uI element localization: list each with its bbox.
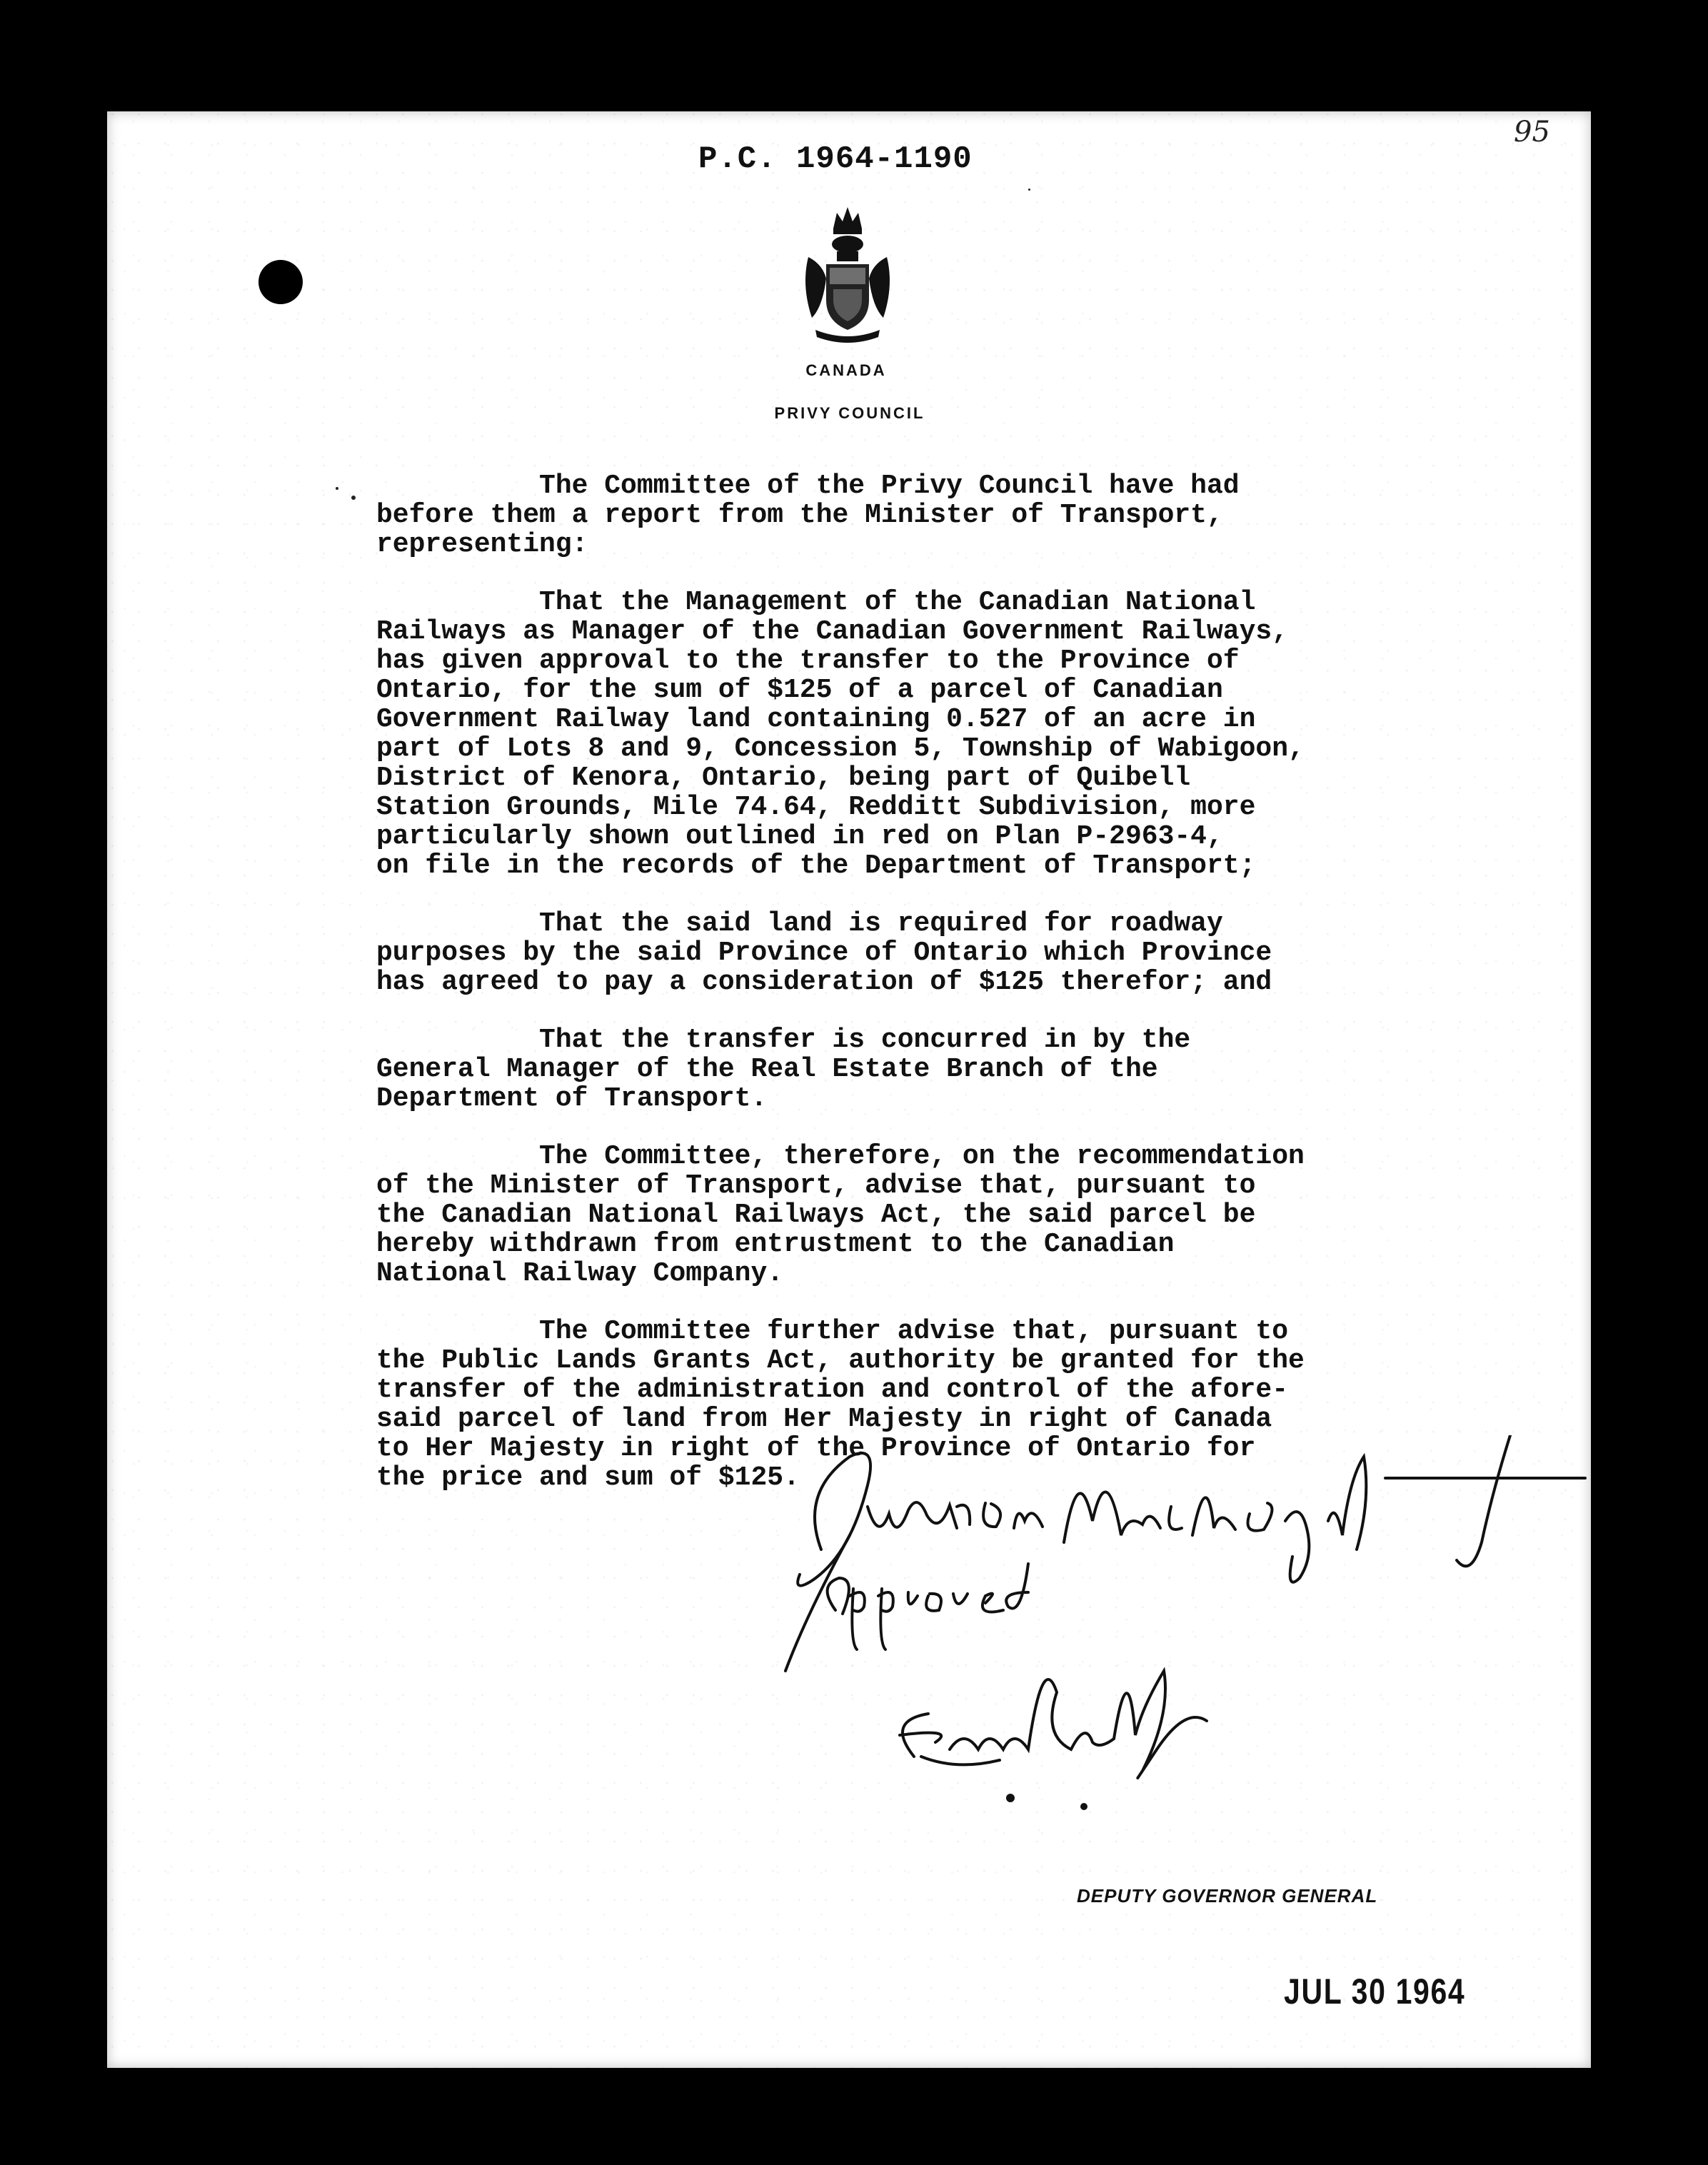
punch-hole xyxy=(258,260,303,304)
text-line: District of Kenora, Ontario, being part of Quibell xyxy=(376,763,1191,793)
text-line: National Railway Company. xyxy=(376,1258,784,1289)
deputy-signature xyxy=(900,1671,1207,1778)
text-line: part of Lots 8 and 9, Concession 5, Township of Wabigoon, xyxy=(376,733,1305,764)
text-line: particularly shown outlined in red on Plan P-2963-4, xyxy=(376,821,1223,852)
body-paragraph xyxy=(376,588,1476,880)
text-line: Government Railway land containing 0.527 of an acre in xyxy=(376,704,1256,735)
text-line: the Canadian National Railways Act, the said parcel be xyxy=(376,1200,1256,1230)
scan-speck xyxy=(351,496,356,500)
text-line: That the said land is required for roadway xyxy=(376,908,1223,939)
text-line: That the Management of the Canadian National xyxy=(376,587,1256,618)
document-body xyxy=(376,471,1476,1521)
scan-speck xyxy=(1028,189,1030,191)
date-stamp: JUL 30 1964 xyxy=(1284,1971,1466,2011)
scan-speck xyxy=(336,487,338,490)
text-line: That the transfer is concurred in by the xyxy=(376,1025,1191,1055)
text-line: has agreed to pay a consideration of $125 therefor; and xyxy=(376,967,1272,998)
text-line: the price and sum of $125. xyxy=(376,1462,800,1493)
body-paragraph xyxy=(376,471,1476,559)
text-line: on file in the records of the Department of Transport; xyxy=(376,850,1256,881)
text-line: has given approval to the transfer to the Province of xyxy=(376,646,1240,676)
body-paragraph xyxy=(376,1142,1476,1288)
order-in-council-number: P.C. 1964-1190 xyxy=(698,141,973,177)
country-label: CANADA xyxy=(805,361,887,379)
text-line: The Committee, therefore, on the recommendation xyxy=(376,1141,1305,1172)
council-label: PRIVY COUNCIL xyxy=(774,404,925,422)
text-line: before them a report from the Minister of Transport, xyxy=(376,500,1223,531)
body-paragraph xyxy=(376,909,1476,997)
text-line: Railways as Manager of the Canadian Government Railways, xyxy=(376,616,1289,647)
canada-coat-of-arms-icon xyxy=(794,200,901,343)
text-line: purposes by the said Province of Ontario which Province xyxy=(376,938,1272,968)
signatory-title: DEPUTY GOVERNOR GENERAL xyxy=(1077,1885,1378,1907)
signature-block xyxy=(743,1435,1614,1864)
text-line: hereby withdrawn from entrustment to the Canadian xyxy=(376,1229,1175,1260)
text-line: Station Grounds, Mile 74.64, Redditt Subdivision, more xyxy=(376,792,1256,823)
text-line: the Public Lands Grants Act, authority be granted for the xyxy=(376,1345,1305,1376)
text-line: The Committee of the Privy Council have had xyxy=(376,471,1240,501)
approval-note xyxy=(828,1564,1028,1649)
text-line: transfer of the administration and control of the afore- xyxy=(376,1375,1289,1405)
text-line: said parcel of land from Her Majesty in right of Canada xyxy=(376,1404,1272,1435)
text-line: representing: xyxy=(376,529,588,560)
page-number: 95 xyxy=(1514,116,1550,149)
text-line: to Her Majesty in right of the Province of Ontario for xyxy=(376,1433,1256,1464)
text-line: General Manager of the Real Estate Branch of the xyxy=(376,1054,1158,1085)
text-line: Department of Transport. xyxy=(376,1083,768,1114)
text-line: of the Minister of Transport, advise that, pursuant to xyxy=(376,1170,1256,1201)
clerk-signature xyxy=(798,1435,1585,1586)
body-paragraph xyxy=(376,1025,1476,1113)
text-line: Ontario, for the sum of $125 of a parcel of Canadian xyxy=(376,675,1223,705)
text-line: The Committee further advise that, pursuant to xyxy=(376,1316,1289,1347)
